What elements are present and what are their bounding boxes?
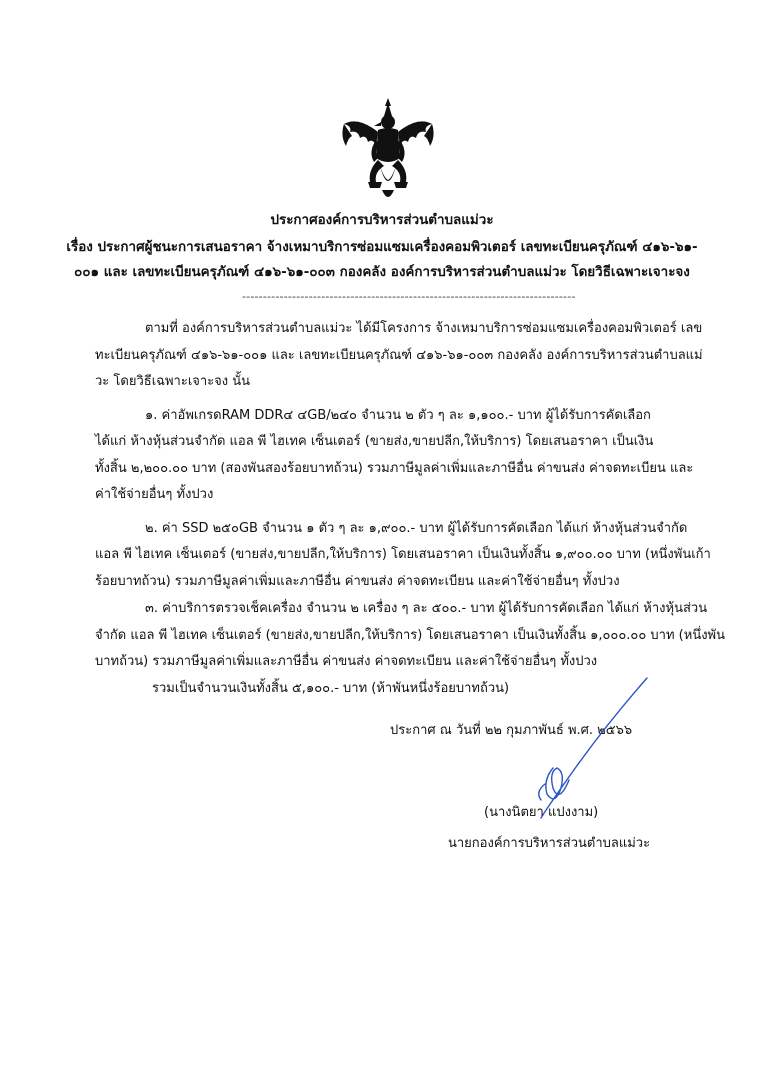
item1-line-2: ได้แก่ ห้างหุ้นส่วนจำกัด แอล พี ไฮเทค เซ็นเตอร์ (ขายส่ง,ขายปลีก,ให้บริการ) โดยเสนอราคา เป็นเงิน [95, 434, 654, 449]
intro-line-3: วะ โดยวิธีเฉพาะเจาะจง นั้น [95, 374, 251, 389]
item1-line-1: ๑. ค่าอัพเกรดRAM DDR๔ ๔GB/๒๔๐ จำนวน ๒ ตัว ๆ ละ ๑,๑๐๐.- บาท ผู้ได้รับการคัดเลือก [145, 408, 651, 423]
document-title: ประกาศองค์การบริหารส่วนตำบลแม่วะ [270, 213, 494, 228]
divider: -------------------------------------------------------------------------------- [242, 290, 576, 303]
item3-line-3: บาทถ้วน) รวมภาษีมูลค่าเพิ่มและภาษีอื่น ค่าขนส่ง ค่าจดทะเบียน และค่าใช้จ่ายอื่นๆ ทั้งปวง [95, 654, 598, 669]
item3-line-2: จำกัด แอล พี ไฮเทค เซ็นเตอร์ (ขายส่ง,ขายปลีก,ให้บริการ) โดยเสนอราคา เป็นเงินทั้งสิ้น ๑,๐๐๐.๐๐ บาท (หนึ่งพัน [95, 628, 726, 643]
item2-line-3: ร้อยบาทถ้วน) รวมภาษีมูลค่าเพิ่มและภาษีอื่น ค่าขนส่ง ค่าจดทะเบียน และค่าใช้จ่ายอื่นๆ ทั้งปวง [95, 574, 620, 589]
item2-line-1: ๒. ค่า SSD ๒๕๐GB จำนวน ๑ ตัว ๆ ละ ๑,๙๐๐.- บาท ผู้ได้รับการคัดเลือก ได้แก่ ห้างหุ้นส่วนจำกัด [145, 521, 688, 536]
garuda-emblem-icon [338, 96, 438, 206]
item2-line-2: แอล พี ไฮเทค เซ็นเตอร์ (ขายส่ง,ขายปลีก,ให้บริการ) โดยเสนอราคา เป็นเงินทั้งสิ้น ๑,๙๐๐.๐๐ บาท (หนึ่งพันเก้า [95, 547, 711, 562]
grand-total: รวมเป็นจำนวนเงินทั้งสิ้น ๕,๑๐๐.- บาท (ห้าพันหนึ่งร้อยบาทถ้วน) [152, 681, 510, 696]
signer-name: (นางนิตยา แปงงาม) [484, 805, 599, 820]
subject-line-2: ๐๐๑ และ เลขทะเบียนครุภัณฑ์ ๔๑๖-๖๑-๐๐๓ กองคลัง องค์การบริหารส่วนตำบลแม่วะ โดยวิธีเฉพาะเจาะจง [74, 265, 690, 280]
item1-line-4: ค่าใช้จ่ายอื่นๆ ทั้งปวง [95, 487, 214, 502]
subject-line-1: เรื่อง ประกาศผู้ชนะการเสนอราคา จ้างเหมาบริการซ่อมแซมเครื่องคอมพิวเตอร์ เลขทะเบียนครุภัณฑ์ ๔๑๖-๖๑- [66, 240, 698, 255]
signer-position: นายกองค์การบริหารส่วนตำบลแม่วะ [448, 836, 651, 851]
item3-line-1: ๓. ค่าบริการตรวจเช็คเครื่อง จำนวน ๒ เครื่อง ๆ ละ ๕๐๐.- บาท ผู้ได้รับการคัดเลือก ได้แก่ ห้างหุ้นส่วน [145, 601, 708, 616]
announce-date: ประกาศ ณ วันที่ ๒๒ กุมภาพันธ์ พ.ศ. ๒๕๖๖ [390, 723, 633, 738]
intro-line-2: ทะเบียนครุภัณฑ์ ๔๑๖-๖๑-๐๐๑ และ เลขทะเบียนครุภัณฑ์ ๔๑๖-๖๑-๐๐๓ กองคลัง องค์การบริหารส่วนตำบลแม่ [95, 348, 703, 363]
item1-line-3: ทั้งสิ้น ๒,๒๐๐.๐๐ บาท (สองพันสองร้อยบาทถ้วน) รวมภาษีมูลค่าเพิ่มและภาษีอื่น ค่าขนส่ง ค่าจดทะเบียน และ [95, 461, 694, 476]
intro-line-1: ตามที่ องค์การบริหารส่วนตำบลแม่วะ ได้มีโครงการ จ้างเหมาบริการซ่อมแซมเครื่องคอมพิวเตอร์ เลข [145, 321, 703, 336]
